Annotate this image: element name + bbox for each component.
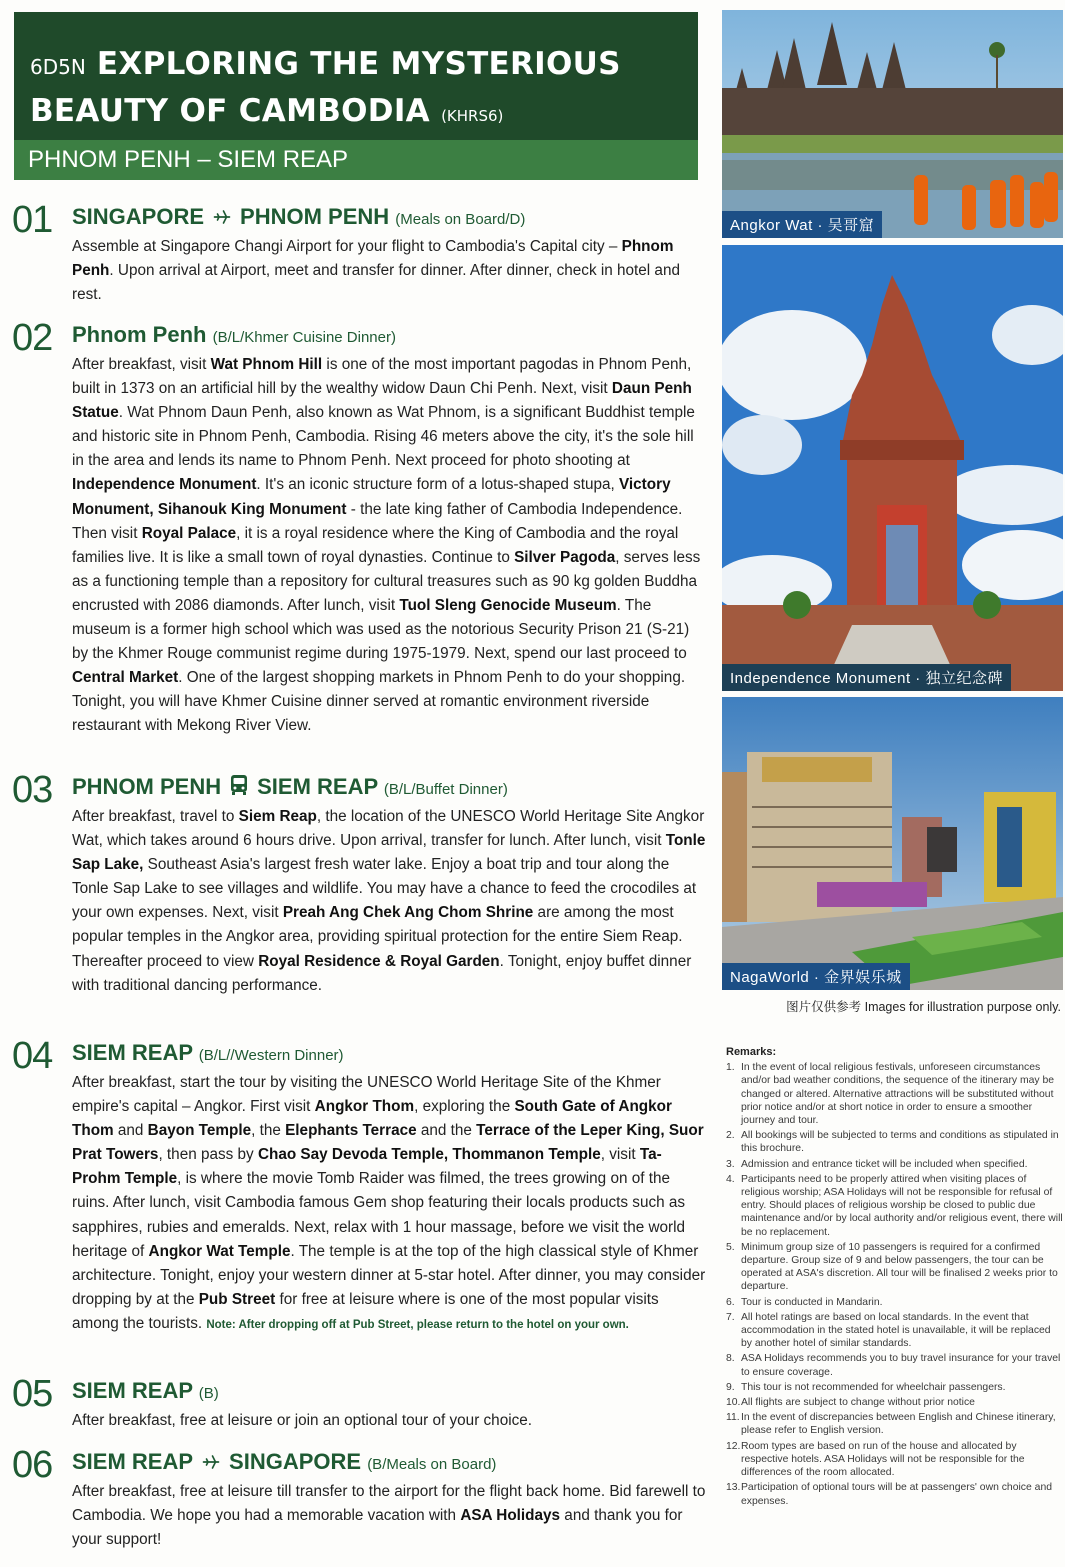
description-text: for free at leisure where is one of the most popular visits among the tourists. bbox=[72, 1290, 659, 1332]
description-text: After breakfast, free at leisure or join an optional tour of your choice. bbox=[72, 1412, 533, 1429]
day-number: 03 bbox=[12, 769, 53, 811]
description-text: , then pass by bbox=[158, 1146, 258, 1164]
highlight-attraction: Ta-Prohm Temple bbox=[72, 1146, 662, 1188]
remark-item bbox=[726, 1061, 1064, 1127]
meals-label: (Meals on Board/D) bbox=[395, 211, 526, 228]
day-number: 06 bbox=[12, 1444, 53, 1486]
day-title bbox=[72, 1038, 706, 1071]
day-2 bbox=[12, 317, 706, 739]
remark-text: All flights are subject to change without prior notice bbox=[741, 1397, 975, 1409]
description-text: Assemble at Singapore Changi Airport for your flight to Cambodia's Capital city – bbox=[72, 238, 622, 255]
remark-text: In the event of discrepancies between English and Chinese itinerary, please refer to English version. bbox=[741, 1412, 1056, 1437]
title-text-2: BEAUTY OF CAMBODIA bbox=[30, 93, 430, 129]
remark-item bbox=[726, 1241, 1064, 1294]
remark-number: 2. bbox=[726, 1130, 735, 1142]
independence-monument-image bbox=[722, 245, 1063, 691]
highlight-attraction: Royal Palace bbox=[141, 524, 237, 542]
description-text: , visit bbox=[600, 1146, 640, 1164]
remarks-title: Remarks: bbox=[726, 1046, 777, 1058]
highlight-attraction: Bayon Temple bbox=[147, 1122, 252, 1140]
day-number: 04 bbox=[12, 1035, 53, 1077]
remark-item bbox=[726, 1311, 1064, 1351]
bus-icon bbox=[229, 774, 249, 804]
remark-text: Minimum group size of 10 passengers is required for a confirmed departure. Group size of 9 and below passengers, the tour can be operated at ASA's discretion. All tour will be finalised 2 weeks prior to departure. bbox=[741, 1241, 1058, 1293]
remark-text: Admission and entrance ticket will be included when specified. bbox=[741, 1158, 1028, 1170]
remark-text: Room types are based on run of the house and allocated by respective hotels. ASA Holidays will not be responsible for the differences of the room allocated. bbox=[741, 1440, 1025, 1479]
remark-text: All bookings will be subjected to terms and conditions as stipulated in this brochure. bbox=[741, 1130, 1059, 1155]
remark-number: 1. bbox=[726, 1062, 735, 1074]
day-title bbox=[72, 1447, 706, 1480]
day-note: Note: After dropping off at Pub Street, please return to the hotel on your own. bbox=[206, 1318, 629, 1331]
remark-item bbox=[726, 1352, 1064, 1378]
remark-number: 3. bbox=[726, 1158, 735, 1170]
description-text: and bbox=[113, 1122, 148, 1140]
description-text: After breakfast, visit bbox=[72, 356, 211, 373]
highlight-attraction: Victory Monument, Sihanouk King Monument bbox=[72, 476, 671, 518]
remark-item bbox=[726, 1396, 1064, 1409]
description-text: and the bbox=[416, 1122, 477, 1140]
remark-number: 7. bbox=[726, 1311, 735, 1323]
day-1 bbox=[12, 199, 706, 307]
day-3 bbox=[12, 769, 706, 998]
description-text: After breakfast, free at leisure till transfer to the airport for the flight back home. Bid farewell to Cambodia. We hope you had a memorable vacation with bbox=[72, 1483, 706, 1525]
remark-text: This tour is not recommended for wheelchair passengers. bbox=[741, 1381, 1006, 1393]
tour-code: (KHRS6) bbox=[441, 107, 504, 125]
meals-label: (B/L/Buffet Dinner) bbox=[383, 781, 508, 798]
highlight-attraction: Elephants Terrace bbox=[285, 1122, 417, 1140]
highlight-attraction: Angkor Wat Temple bbox=[148, 1242, 291, 1260]
remark-item bbox=[726, 1158, 1064, 1171]
angkor-wat-image bbox=[722, 10, 1063, 238]
description-text: , it is a royal residence where the King of Cambodia and the royal families live. It is like a small town of royal dynasties. Continue to bbox=[72, 524, 679, 566]
meals-label: (B/L/Khmer Cuisine Dinner) bbox=[212, 329, 396, 346]
description-text: , serves less as a functioning temple than a repository for cultural treasures such as 90 kg golden Buddha encrusted with 2086 diamonds. After lunch, visit bbox=[72, 548, 701, 614]
independence-monument-caption: Independence Monument · 独立纪念碑 bbox=[722, 664, 1011, 691]
description-text: . The temple is at the top of the high classical style of Khmer architecture. Tonight, enjoy your western dinner at 5-star hotel. After dinner, you may consider dropping by at the bbox=[72, 1242, 706, 1308]
remark-item bbox=[726, 1481, 1064, 1507]
description-text: , exploring the bbox=[414, 1098, 515, 1116]
description-text: is one of the most important pagodas in Phnom Penh, built in 1373 on an artificial hill by the wealthy widow Daun Chi Penh. Next, visit bbox=[72, 356, 692, 398]
itinerary-header bbox=[14, 12, 698, 180]
description-text: . Wat Phnom Daun Penh, also known as Wat Phnom, is a significant Buddhist temple and historic site in Phnom Penh, Cambodia. Rising 46 meters above the city, it's the sole hill in the area and lends its name to Phnom Penh. Next proceed for photo shooting at bbox=[72, 404, 695, 470]
remarks-list bbox=[726, 1061, 1064, 1508]
description-text: , the bbox=[251, 1122, 286, 1140]
day-description bbox=[72, 1071, 706, 1337]
day-origin: SIEM REAP bbox=[72, 1449, 194, 1474]
description-text: After breakfast, start the tour by visiting the UNESCO World Heritage Site of the Khmer empire's capital – Angkor. First visit bbox=[72, 1074, 661, 1116]
description-text: and thank you for your support! bbox=[72, 1507, 683, 1549]
nagaworld-photo bbox=[722, 697, 1063, 990]
remark-number: 9. bbox=[726, 1381, 735, 1393]
day-title bbox=[72, 772, 706, 805]
route-banner: PHNOM PENH – SIEM REAP bbox=[14, 140, 698, 180]
remark-item bbox=[726, 1296, 1064, 1309]
highlight-attraction: Tuol Sleng Genocide Museum bbox=[399, 596, 617, 614]
description-text: Southeast Asia's largest fresh water lake. Enjoy a boat trip and tour along the Tonle Sap Lake to see villages and wildlife. You may have a chance to feed the crocodiles at your own expenses. Next, visit bbox=[72, 856, 697, 922]
description-text: are among the most popular temples in the Angkor area, providing spiritual protection for the entire Siem Reap. Thereafter proceed to view bbox=[72, 904, 683, 970]
day-number: 05 bbox=[12, 1373, 53, 1415]
day-4 bbox=[12, 1035, 706, 1337]
day-description bbox=[72, 353, 706, 739]
description-text: . Tonight, enjoy buffet dinner with traditional dancing performance. bbox=[72, 952, 692, 994]
day-6 bbox=[12, 1444, 706, 1552]
day-description bbox=[72, 805, 706, 998]
duration-label: 6D5N bbox=[30, 55, 86, 79]
highlight-attraction: Chao Say Devoda Temple, Thommanon Temple bbox=[257, 1146, 601, 1164]
remark-text: In the event of local religious festivals, unforeseen circumstances and/or bad weather conditions, the sequence of the itinerary may be changed or altered. Alternative attractions will be substituted without prior notice and/or at short notice in order to ensure a smoother journey and tour. bbox=[741, 1062, 1055, 1127]
remark-number: 13. bbox=[726, 1482, 741, 1494]
description-text: , the location of the UNESCO World Heritage Site Angkor Wat, which takes around 6 hours drive. Upon arrival, transfer for lunch. After lunch, visit bbox=[72, 808, 705, 850]
day-title bbox=[72, 320, 706, 353]
page-title-line-1 bbox=[30, 42, 698, 89]
remark-item bbox=[726, 1411, 1064, 1437]
angkor-wat-caption: Angkor Wat · 吴哥窟 bbox=[722, 211, 882, 238]
remark-text: Tour is conducted in Mandarin. bbox=[741, 1296, 883, 1308]
description-text: . The museum is a former high school which was used as the notorious Security Prison 21 (S-21) by the Khmer Rouge communist regime during 1975-1979. Next, spend our last proceed to bbox=[72, 596, 690, 663]
day-origin: SIEM REAP bbox=[72, 1378, 193, 1403]
title-banner bbox=[14, 12, 698, 140]
independence-monument-photo bbox=[722, 245, 1063, 691]
highlight-attraction: Terrace of the Leper King, Suor Prat Towers bbox=[72, 1122, 704, 1164]
description-text: . Upon arrival at Airport, meet and transfer for dinner. After dinner, check in hotel and rest. bbox=[72, 262, 680, 304]
remark-text: ASA Holidays recommends you to buy travel insurance for your travel to ensure coverage. bbox=[741, 1353, 1061, 1378]
day-description bbox=[72, 1409, 706, 1433]
highlight-attraction: Tonle Sap Lake, bbox=[72, 832, 706, 874]
day-destination: SIEM REAP bbox=[257, 774, 378, 799]
highlight-attraction: Angkor Thom bbox=[314, 1098, 415, 1116]
day-5 bbox=[12, 1373, 706, 1433]
highlight-attraction: Phnom Penh bbox=[72, 238, 674, 280]
remark-text: Participants need to be properly attired when visiting places of religious worship; ASA Holidays will not be responsible for refusal of entry. Should places of religious worship be closed to public due maintenance and/or by local authority and/or religious event, there will be no replacement. bbox=[741, 1173, 1063, 1238]
remark-number: 12. bbox=[726, 1440, 741, 1452]
remark-number: 4. bbox=[726, 1173, 735, 1185]
nagaworld-image bbox=[722, 697, 1063, 990]
description-text: . It's an iconic structure form of a lotus-shaped stupa, bbox=[256, 476, 619, 494]
title-text-1: EXPLORING THE MYSTERIOUS bbox=[96, 46, 621, 82]
highlight-attraction: Silver Pagoda bbox=[514, 548, 616, 566]
remark-number: 8. bbox=[726, 1353, 735, 1365]
day-origin: PHNOM PENH bbox=[72, 774, 222, 799]
remark-item bbox=[726, 1440, 1064, 1480]
highlight-attraction: Preah Ang Chek Ang Chom Shrine bbox=[282, 904, 534, 922]
highlight-attraction: ASA Holidays bbox=[460, 1507, 561, 1525]
highlight-attraction: Central Market bbox=[72, 669, 179, 687]
meals-label: (B/L//Western Dinner) bbox=[198, 1047, 344, 1064]
meals-label: (B) bbox=[198, 1385, 219, 1402]
description-text: After breakfast, travel to bbox=[72, 808, 239, 825]
remark-text: All hotel ratings are based on local standards. In the event that accommodation in the stated hotel is unavailable, it will be replaced by another hotel of similar standards. bbox=[741, 1311, 1051, 1350]
day-origin: SINGAPORE bbox=[72, 204, 205, 229]
description-text: - the late king father of Cambodia Independence. Then visit bbox=[72, 500, 683, 542]
highlight-attraction: Royal Residence & Royal Garden bbox=[258, 952, 500, 970]
page-title-line-2 bbox=[30, 89, 698, 138]
meals-label: (B/Meals on Board) bbox=[367, 1456, 497, 1473]
highlight-attraction: Siem Reap bbox=[238, 808, 317, 825]
remark-item bbox=[726, 1129, 1064, 1155]
day-description bbox=[72, 235, 706, 307]
day-destination: PHNOM PENH bbox=[240, 204, 390, 229]
description-text: , is where the movie Tomb Raider was filmed, the trees growing on of the ruins. After lunch, visit Cambodia famous Gem shop featuring their locals products such as sapphires, rubies and emeralds. Next, relax with 1 hour massage, before we visit the world heritage of bbox=[72, 1170, 686, 1260]
remark-number: 11. bbox=[726, 1412, 740, 1424]
plane-icon bbox=[201, 1449, 221, 1479]
remark-item bbox=[726, 1173, 1064, 1239]
day-number: 02 bbox=[12, 317, 53, 359]
remark-text: Participation of optional tours will be at passengers' own choice and expenses. bbox=[741, 1482, 1052, 1507]
remark-number: 10. bbox=[726, 1397, 741, 1409]
remarks-section bbox=[726, 1046, 1064, 1510]
remark-number: 6. bbox=[726, 1296, 735, 1308]
highlight-attraction: Independence Monument bbox=[72, 476, 257, 494]
day-description bbox=[72, 1480, 706, 1552]
remark-item bbox=[726, 1381, 1064, 1394]
highlight-attraction: Wat Phnom Hill bbox=[210, 356, 323, 373]
remark-number: 5. bbox=[726, 1241, 735, 1253]
description-text: . One of the largest shopping markets in Phnom Penh to do your shopping. Tonight, you will have Khmer Cuisine dinner served at romantic environment riverside restaurant with Mekong River View. bbox=[72, 669, 686, 735]
day-origin: Phnom Penh bbox=[72, 322, 207, 347]
highlight-attraction: Pub Street bbox=[198, 1290, 276, 1308]
highlight-attraction: South Gate of Angkor Thom bbox=[72, 1098, 672, 1140]
day-number: 01 bbox=[12, 199, 53, 241]
day-title bbox=[72, 202, 706, 235]
plane-icon bbox=[212, 204, 232, 234]
day-origin: SIEM REAP bbox=[72, 1040, 193, 1065]
highlight-attraction: Daun Penh Statue bbox=[72, 380, 692, 422]
day-title bbox=[72, 1376, 706, 1409]
image-disclaimer: 图片仅供参考 Images for illustration purpose only. bbox=[786, 1000, 1061, 1014]
nagaworld-caption: NagaWorld · 金界娱乐城 bbox=[722, 963, 910, 990]
angkor-wat-photo bbox=[722, 10, 1063, 238]
day-destination: SINGAPORE bbox=[229, 1449, 362, 1474]
